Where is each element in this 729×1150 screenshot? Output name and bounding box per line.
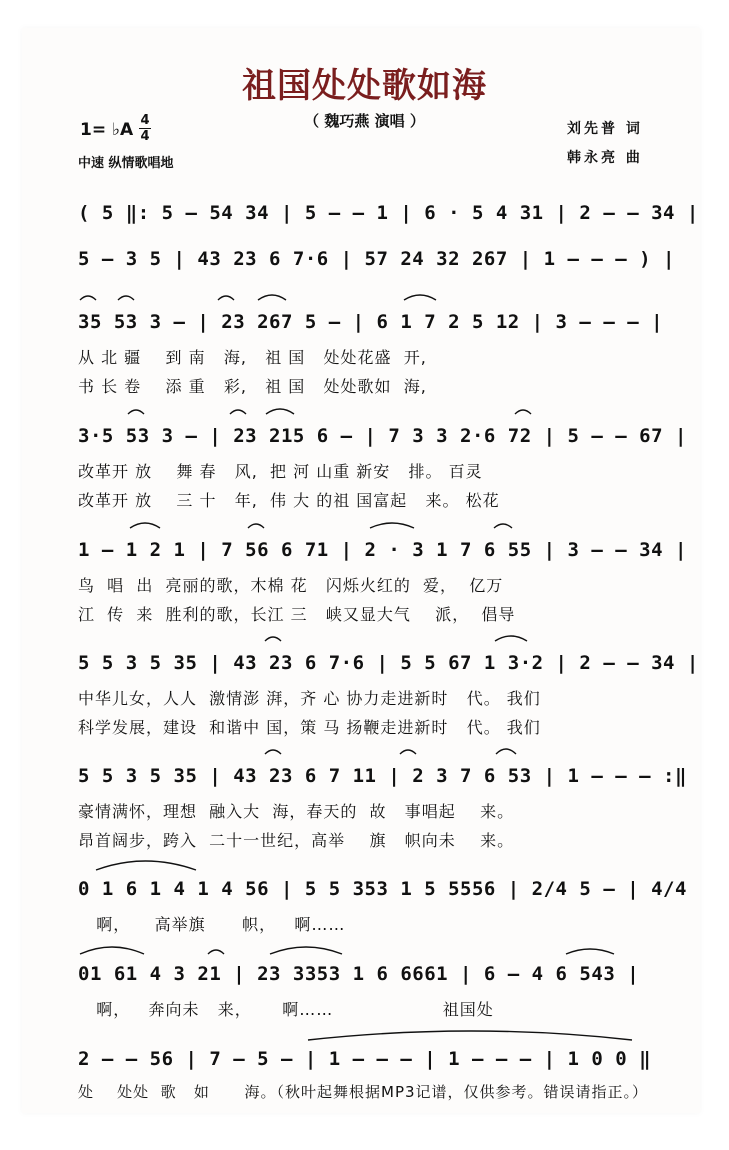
lyrics-line-5-verse-2: 江 传 来 胜利的歌，长江 三 峡又显大气 派， 倡导 xyxy=(78,605,516,624)
time-top: 4 xyxy=(140,113,150,128)
score-sheet xyxy=(22,28,700,1113)
tempo-marking: 中速 纵情歌唱地 xyxy=(78,156,174,171)
notes-line-2: 5 – 3 5 | 43 23 6 7·6 | 57 24 32 267 | 1 – – – ) | xyxy=(78,248,675,270)
song-title: 祖国处处歌如海 xyxy=(242,66,487,106)
key-signature: 1= ♭A xyxy=(80,120,134,140)
lyricist-credit: 刘先普 词 xyxy=(567,121,643,137)
lyrics-line-5-verse-1: 鸟 唱 出 亮丽的歌，木棉 花 闪烁火红的 爱， 亿万 xyxy=(78,576,504,595)
notes-line-1: ( 5 ‖: 5 – 54 34 | 5 – – 1 | 6 · 5 4 31 | 2 – – 34 | xyxy=(78,202,699,224)
notes-line-7: 5 5 3 5 35 | 43 23 6 7 11 | 2 3 7 6 53 | 1 – – – :‖ xyxy=(78,765,687,787)
lyrics-line-4-verse-1: 改革开 放 舞 春 风, 把 河 山重 新安 排。 百灵 xyxy=(78,462,483,481)
notes-line-10: 2 – – 56 | 7 – 5 – | 1 – – – | 1 – – – | 1 0 0 ‖ xyxy=(78,1048,652,1070)
notes-line-6: 5 5 3 5 35 | 43 23 6 7·6 | 5 5 67 1 3·2 | 2 – – 34 | xyxy=(78,652,699,674)
lyrics-line-10-verse-1: 处 处处 歌 如 海。（秋叶起舞根据MP3记谱，仅供参考。错误请指正。） xyxy=(78,1083,649,1101)
lyrics-line-9-verse-1: 啊， 奔向未 来， 啊…… 祖国处 xyxy=(78,1000,494,1019)
time-signature xyxy=(139,114,151,143)
lyrics-line-6-verse-1: 中华儿女，人人 激情澎 湃，齐 心 协力走进新时 代。 我们 xyxy=(78,689,541,708)
lyrics-line-7-verse-2: 昂首阔步，跨入 二十一世纪，高举 旗 帜向未 来。 xyxy=(78,831,515,850)
notes-line-3: 35 53 3 – | 23 267 5 – | 6 1 7 2 5 12 | 3 – – – | xyxy=(78,311,664,333)
lyrics-line-7-verse-1: 豪情满怀，理想 融入大 海，春天的 故 事唱起 来。 xyxy=(78,802,515,821)
notes-line-5: 1 – 1 2 1 | 7 56 6 71 | 2 · 3 1 7 6 55 | 3 – – 34 | xyxy=(78,539,687,561)
singer-credit: （ 魏巧燕 演唱 ） xyxy=(304,112,425,130)
lyrics-line-3-verse-2: 书 长 卷 添 重 彩, 祖 国 处处歌如 海, xyxy=(78,377,427,396)
notes-line-4: 3·5 53 3 – | 23 215 6 – | 7 3 3 2·6 72 | 5 – – 67 | xyxy=(78,425,687,447)
notes-line-9: 01 61 4 3 21 | 23 3353 1 6 6661 | 6 – 4 6 543 | xyxy=(78,963,640,985)
lyrics-line-8-verse-1: 啊， 高举旗 帜， 啊…… xyxy=(78,915,346,934)
lyrics-line-4-verse-2: 改革开 放 三 十 年, 伟 大 的祖 国富起 来。 松花 xyxy=(78,491,500,510)
time-bottom: 4 xyxy=(140,129,150,144)
notes-line-8: 0 1 6 1 4 1 4 56 | 5 5 353 1 5 5556 | 2/4 5 – | 4/4 xyxy=(78,878,687,900)
composer-credit: 韩永亮 曲 xyxy=(567,150,643,166)
lyrics-line-6-verse-2: 科学发展，建设 和谐中 国，策 马 扬鞭走进新时 代。 我们 xyxy=(78,718,541,737)
lyrics-line-3-verse-1: 从 北 疆 到 南 海, 祖 国 处处花盛 开, xyxy=(78,348,427,367)
